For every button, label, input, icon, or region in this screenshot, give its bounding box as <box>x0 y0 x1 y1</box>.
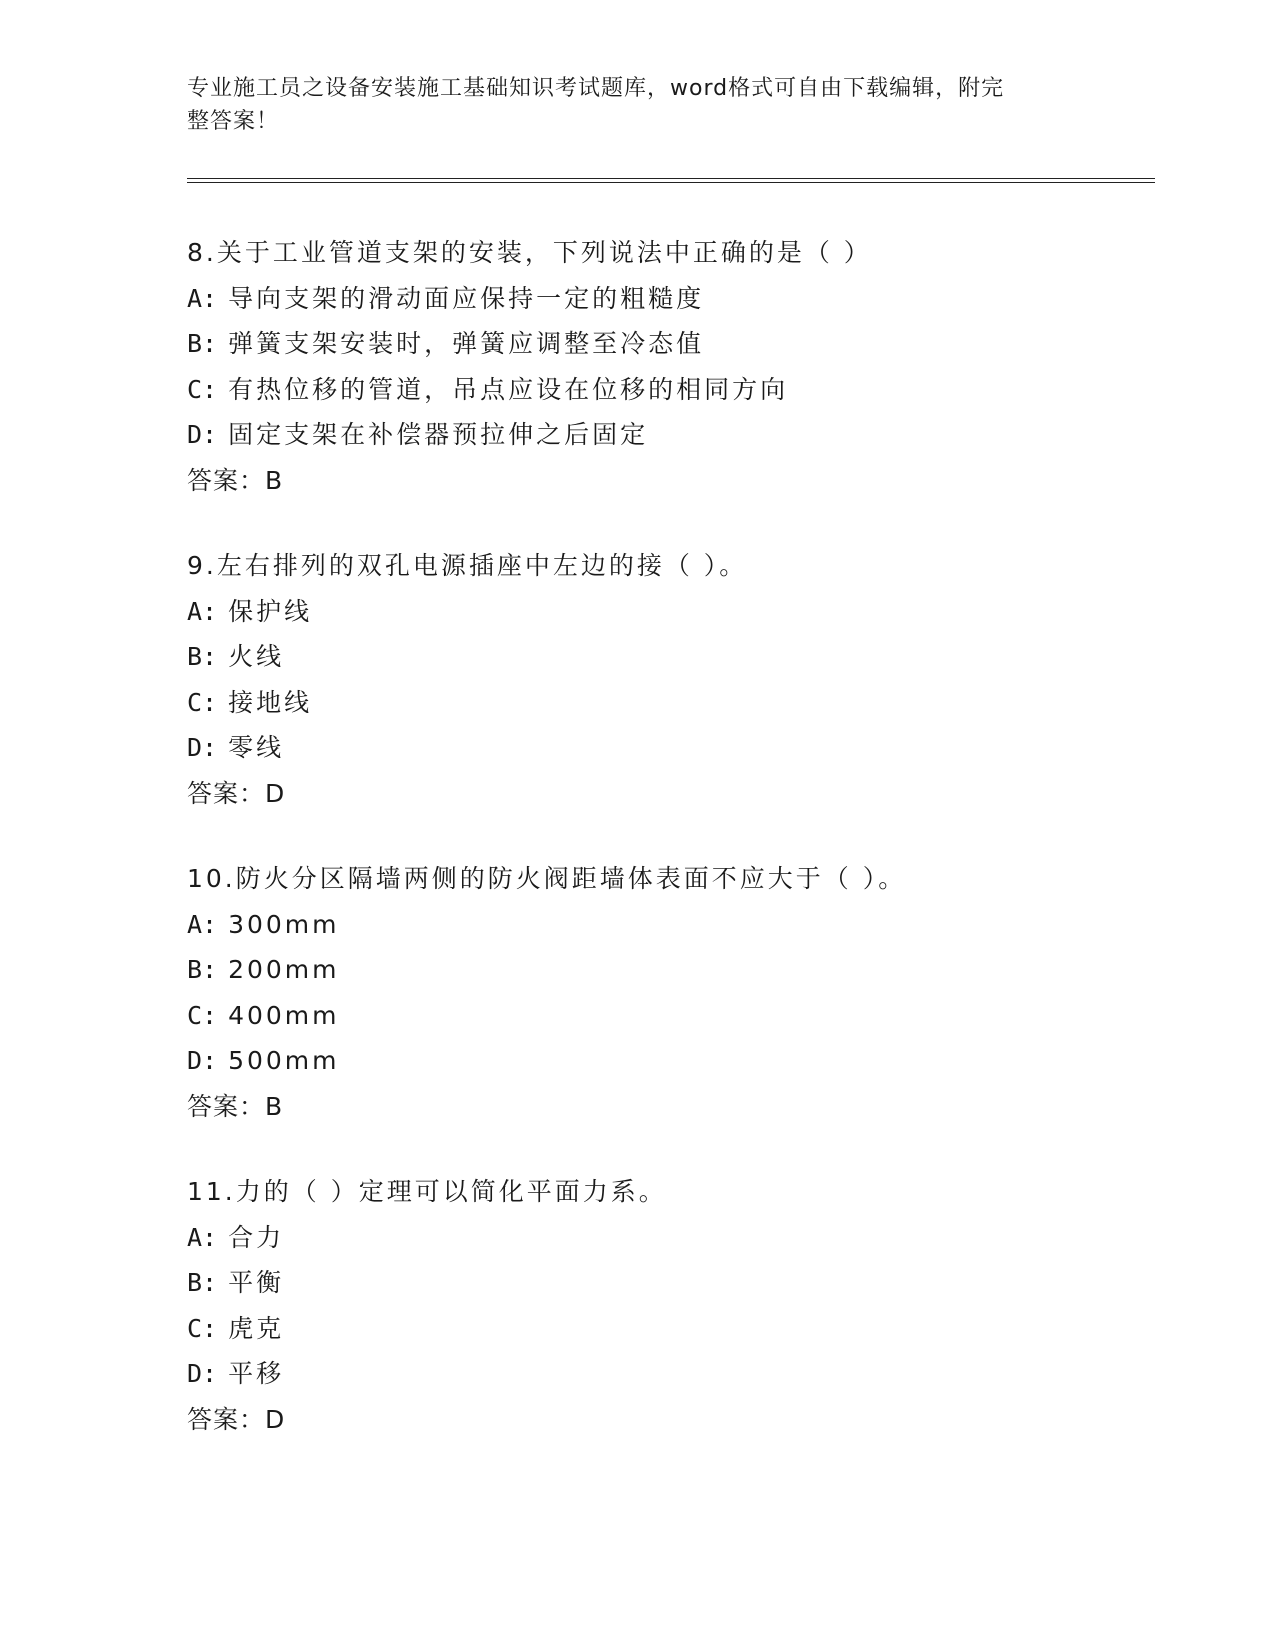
answer-label: 答案： <box>187 1091 266 1121</box>
option-text: 保护线 <box>228 596 313 626</box>
option-text: 虎克 <box>228 1313 285 1343</box>
option-letter: D: <box>187 420 218 449</box>
option-letter: A: <box>187 1222 218 1252</box>
option-b <box>187 947 1167 993</box>
question-title: 11.力的（ ）定理可以简化平面力系。 <box>187 1177 667 1206</box>
answer-value: B <box>265 1091 284 1121</box>
header-divider-top <box>187 178 1155 179</box>
question-9 <box>187 543 1167 816</box>
option-letter: C: <box>187 374 218 404</box>
option-text: 平衡 <box>228 1268 285 1297</box>
option-c <box>187 993 1167 1039</box>
header-divider-bottom <box>187 182 1155 183</box>
question-title: 10.防火分区隔墙两侧的防火阀距墙体表面不应大于（ ）。 <box>187 864 907 893</box>
answer-label: 答案： <box>187 778 266 808</box>
answer-label: 答案： <box>187 1404 266 1434</box>
option-c <box>187 367 1167 413</box>
answer-line <box>187 1084 1167 1130</box>
option-a <box>187 1215 1167 1261</box>
header-line-1: 专业施工员之设备安装施工基础知识考试题库，word格式可自由下载编辑，附完 <box>187 76 1005 101</box>
option-letter: B: <box>187 1268 218 1297</box>
answer-line <box>187 1397 1167 1443</box>
option-letter: D: <box>187 733 218 762</box>
answer-line <box>187 458 1167 504</box>
option-letter: C: <box>187 687 218 717</box>
answer-label: 答案： <box>187 465 266 495</box>
option-text: 200mm <box>228 955 340 984</box>
option-text: 导向支架的滑动面应保持一定的粗糙度 <box>228 283 705 313</box>
answer-value: B <box>265 465 284 495</box>
option-d <box>187 1351 1167 1397</box>
option-letter: C: <box>187 1000 218 1030</box>
option-text: 零线 <box>228 733 285 762</box>
option-d <box>187 412 1167 458</box>
document-header <box>187 72 1067 138</box>
answer-line <box>187 771 1167 817</box>
option-text: 固定支架在补偿器预拉伸之后固定 <box>228 420 649 449</box>
option-text: 火线 <box>228 642 285 671</box>
question-10 <box>187 856 1167 1129</box>
option-text: 300mm <box>228 909 340 939</box>
option-text: 弹簧支架安装时，弹簧应调整至冷态值 <box>228 329 705 358</box>
option-text: 接地线 <box>228 687 313 717</box>
option-letter: C: <box>187 1313 218 1343</box>
answer-value: D <box>265 1404 286 1434</box>
option-d <box>187 1038 1167 1084</box>
option-b <box>187 321 1167 367</box>
option-a <box>187 276 1167 322</box>
option-letter: D: <box>187 1359 218 1388</box>
option-a <box>187 902 1167 948</box>
option-letter: B: <box>187 329 218 358</box>
option-text: 400mm <box>228 1000 340 1030</box>
option-d <box>187 725 1167 771</box>
option-letter: B: <box>187 955 218 984</box>
answer-value: D <box>265 778 286 808</box>
option-a <box>187 589 1167 635</box>
option-letter: B: <box>187 642 218 671</box>
option-text: 合力 <box>228 1222 285 1252</box>
header-line-2: 整答案！ <box>187 109 280 134</box>
option-c <box>187 1306 1167 1352</box>
option-text: 500mm <box>228 1046 340 1075</box>
question-title: 9.左右排列的双孔电源插座中左边的接（ ）。 <box>187 551 748 580</box>
option-text: 有热位移的管道，吊点应设在位移的相同方向 <box>228 374 789 404</box>
option-text: 平移 <box>228 1359 285 1388</box>
option-c <box>187 680 1167 726</box>
option-letter: A: <box>187 283 218 313</box>
option-letter: D: <box>187 1046 218 1075</box>
option-letter: A: <box>187 909 218 939</box>
question-8 <box>187 230 1167 503</box>
option-b <box>187 1260 1167 1306</box>
question-title: 8.关于工业管道支架的安装，下列说法中正确的是（ ） <box>187 238 872 267</box>
option-letter: A: <box>187 596 218 626</box>
option-b <box>187 634 1167 680</box>
question-11 <box>187 1169 1167 1442</box>
